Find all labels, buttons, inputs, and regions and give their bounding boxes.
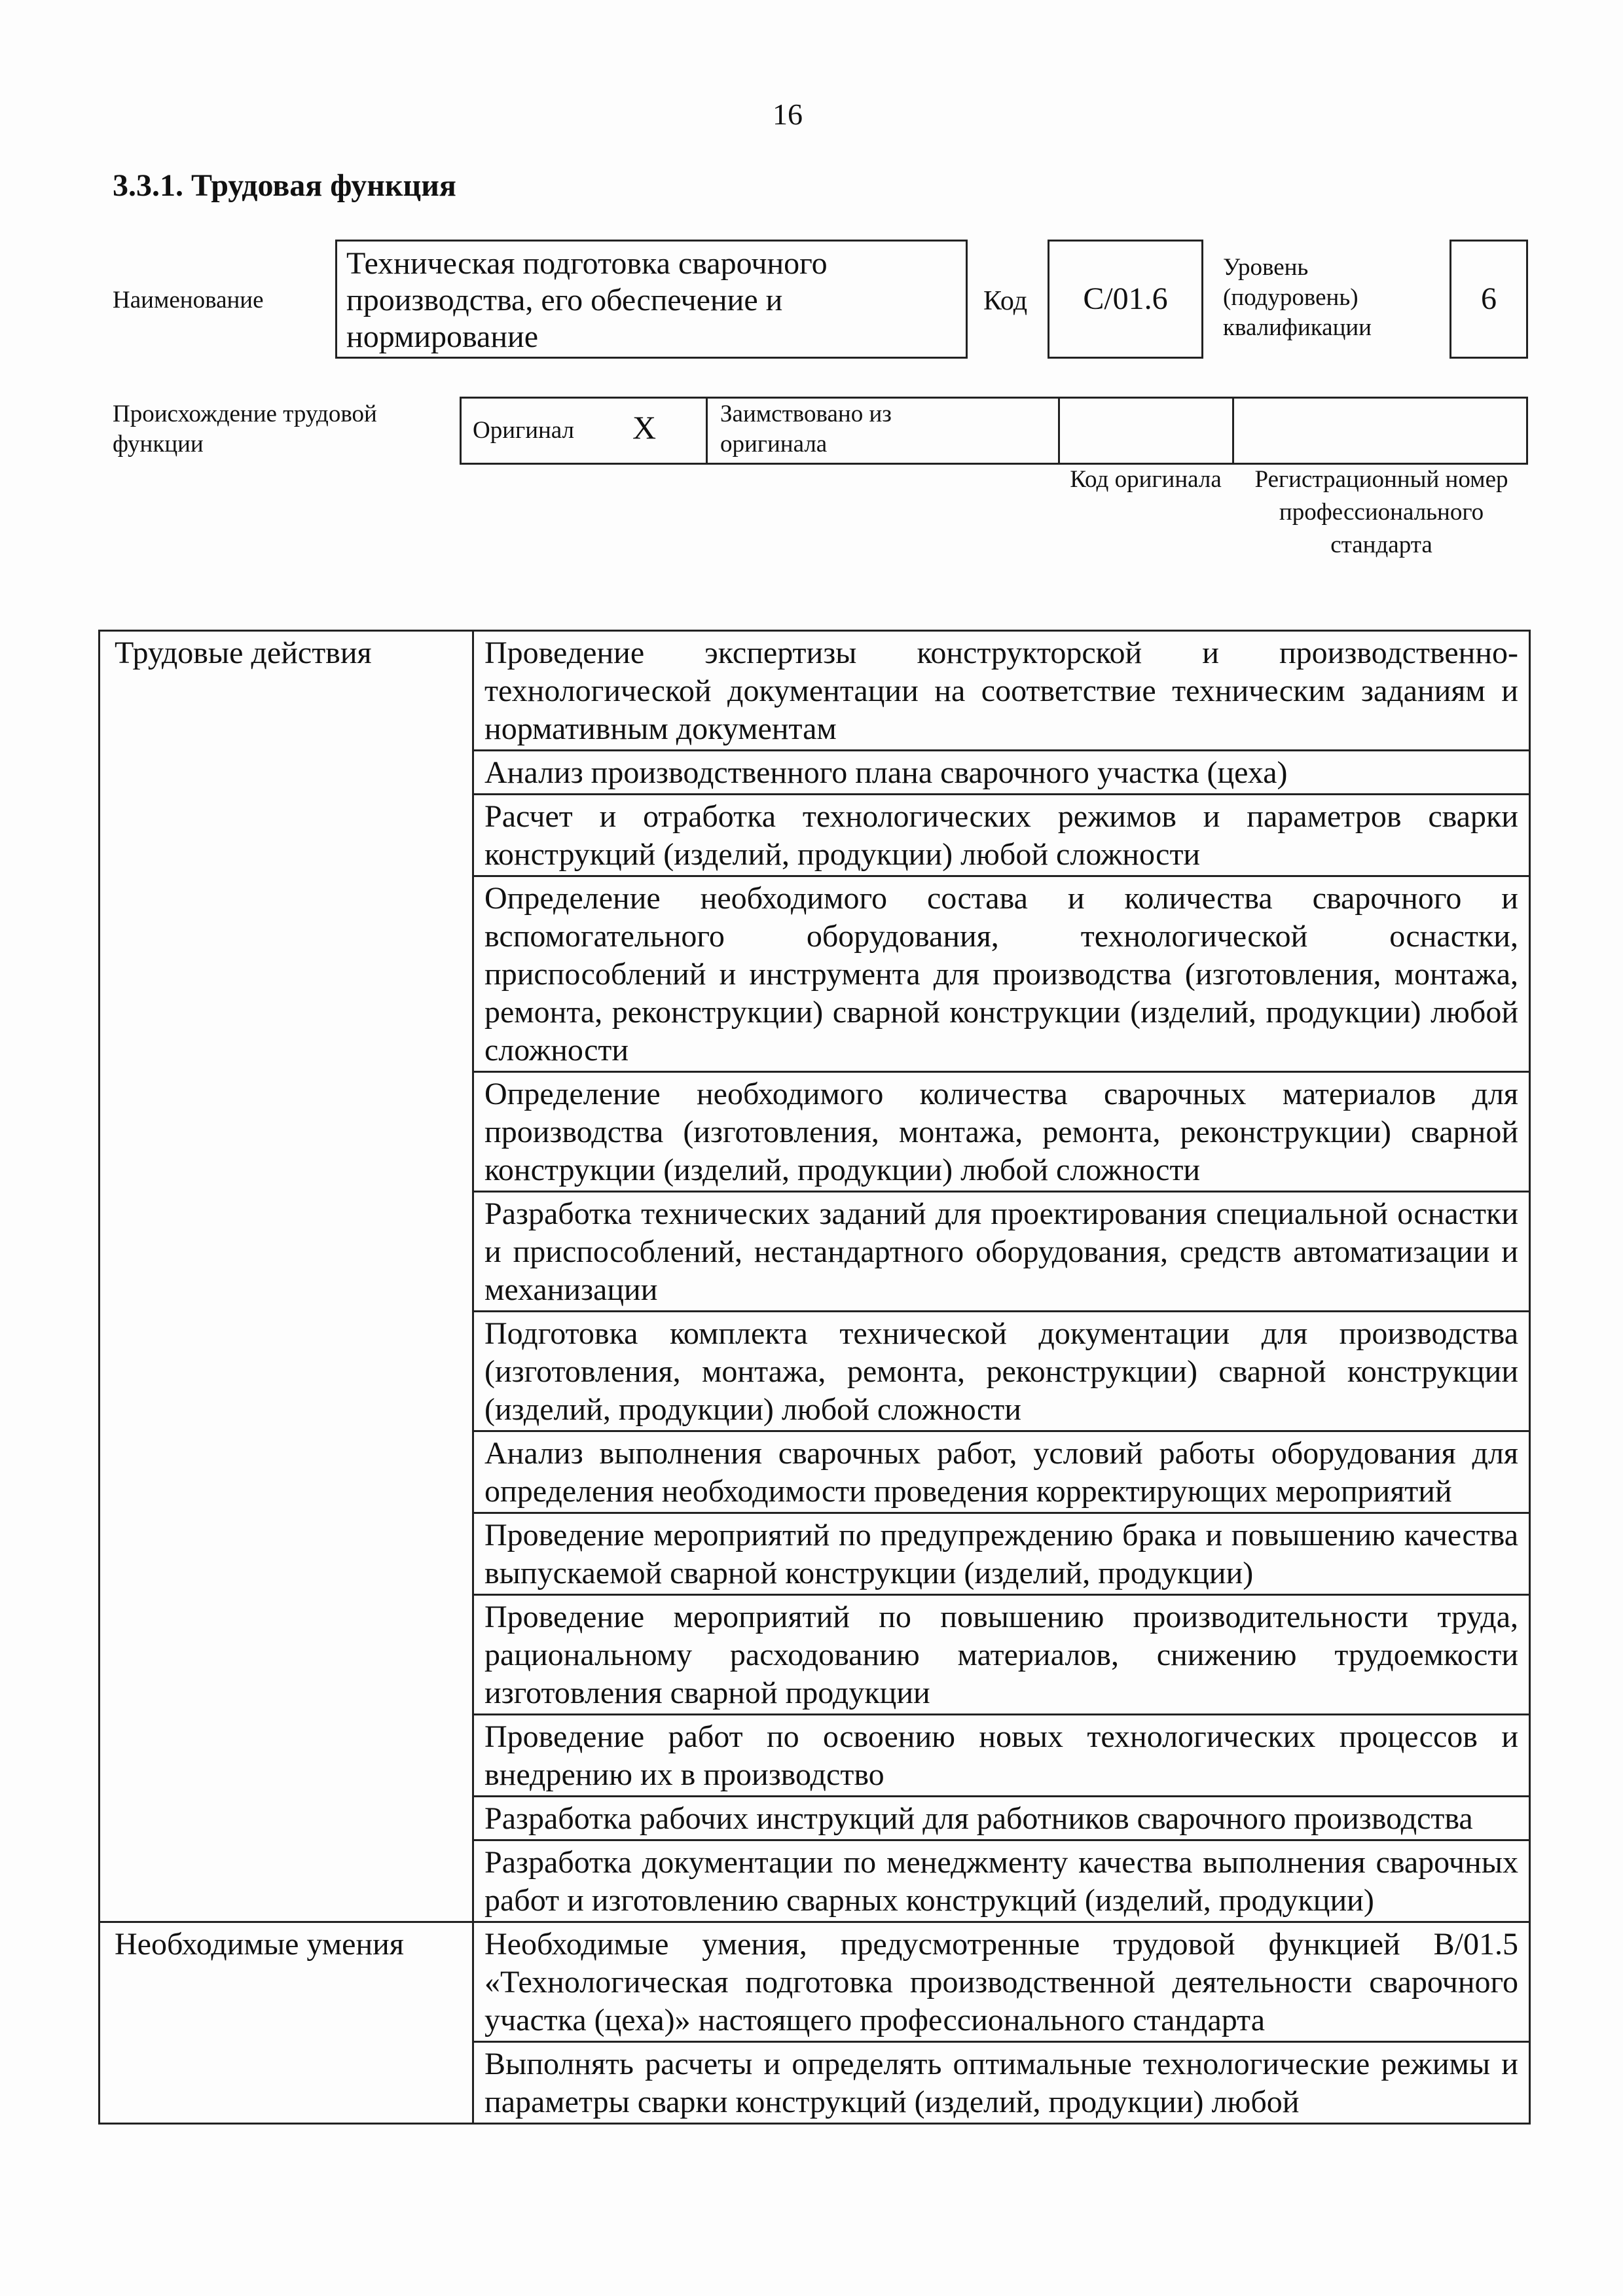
section-title: 3.3.1. Трудовая функция	[113, 168, 456, 203]
original-mark: X	[632, 409, 657, 446]
code-value: C/01.6	[1083, 281, 1168, 316]
borrowed-label: Заимствовано из оригинала	[720, 401, 892, 457]
origin-divider-1	[706, 397, 708, 465]
labor-action: Проведение работ по освоению новых технологических процессов и внедрению их в производство	[473, 1715, 1530, 1797]
labor-action: Проведение экспертизы конструкторской и производственно-технологической документации на соответствие техническим заданиям и нормативным документам	[473, 631, 1530, 751]
code-caption: Код оригинала	[1070, 466, 1222, 493]
skill-item: Необходимые умения, предусмотренные трудовой функцией B/01.5 «Технологическая подготовка производственной деятельности сварочного участка (цеха)» настоящего профессионального стандарта	[473, 1922, 1530, 2042]
table-row	[100, 1922, 1530, 2042]
skills-label: Необходимые умения	[115, 1927, 404, 1962]
labor-action: Подготовка комплекта технической документации для производства (изготовления, монтажа, ремонта, реконструкции) сварной конструкции (изделий, продукции) любой сложности	[473, 1312, 1530, 1431]
name-label: Наименование	[113, 287, 264, 314]
code-value-box	[1048, 240, 1203, 359]
skills-category-cell	[100, 1922, 473, 2124]
labor-action: Определение необходимого состава и количества сварочного и вспомогательного оборудования, технологической оснастки, приспособлений и инструмента для производства (изготовления, монтажа, ремонта, реконструкции) сварной конструкции (изделий, продукции) любой сложности	[473, 876, 1530, 1072]
labor-action: Разработка рабочих инструкций для работников сварочного производства	[473, 1797, 1530, 1840]
labor-action: Разработка документации по менеджменту качества выполнения сварочных работ и изготовлению сварных конструкций (изделий, продукции)	[473, 1840, 1530, 1922]
code-label: Код	[983, 286, 1028, 316]
page-number: 16	[773, 98, 803, 131]
labor-action: Проведение мероприятий по повышению производительности труда, рациональному расходованию материалов, снижению трудоемкости изготовления сварной продукции	[473, 1595, 1530, 1715]
origin-divider-2	[1058, 397, 1060, 465]
labor-action: Проведение мероприятий по предупреждению брака и повышению качества выпускаемой сварной конструкции (изделий, продукции)	[473, 1513, 1530, 1595]
level-value-box	[1450, 240, 1528, 359]
labor-action: Разработка технических заданий для проектирования специальной оснастки и приспособлений, нестандартного оборудования, средств автоматизации и механизации	[473, 1192, 1530, 1312]
table-row	[100, 631, 1530, 751]
labor-action: Расчет и отработка технологических режимов и параметров сварки конструкций (изделий, продукции) любой сложности	[473, 795, 1530, 876]
skill-item: Выполнять расчеты и определять оптимальные технологические режимы и параметры сварки конструкций (изделий, продукции) любой	[473, 2042, 1530, 2124]
level-label: Уровень (подуровень) квалификации	[1223, 254, 1372, 341]
actions-category-cell	[100, 631, 473, 1922]
name-value-box	[335, 240, 968, 359]
labor-action: Анализ выполнения сварочных работ, условий работы оборудования для определения необходимости проведения корректирующих мероприятий	[473, 1431, 1530, 1513]
labor-function-table	[98, 630, 1531, 2125]
actions-label: Трудовые действия	[115, 636, 372, 670]
level-value: 6	[1481, 281, 1497, 316]
labor-action: Определение необходимого количества сварочных материалов для производства (изготовления, монтажа, ремонта, реконструкции) сварной конструкции (изделий, продукции) любой сложности	[473, 1072, 1530, 1192]
labor-action: Анализ производственного плана сварочного участка (цеха)	[473, 751, 1530, 795]
origin-label: Происхождение трудовой функции	[113, 401, 377, 457]
name-value: Техническая подготовка сварочного производства, его обеспечение и нормирование	[346, 246, 828, 354]
original-label: Оригинал	[473, 417, 575, 444]
reg-number-caption: Регистрационный номер профессионального стандарта	[1254, 466, 1508, 558]
origin-divider-3	[1232, 397, 1234, 465]
